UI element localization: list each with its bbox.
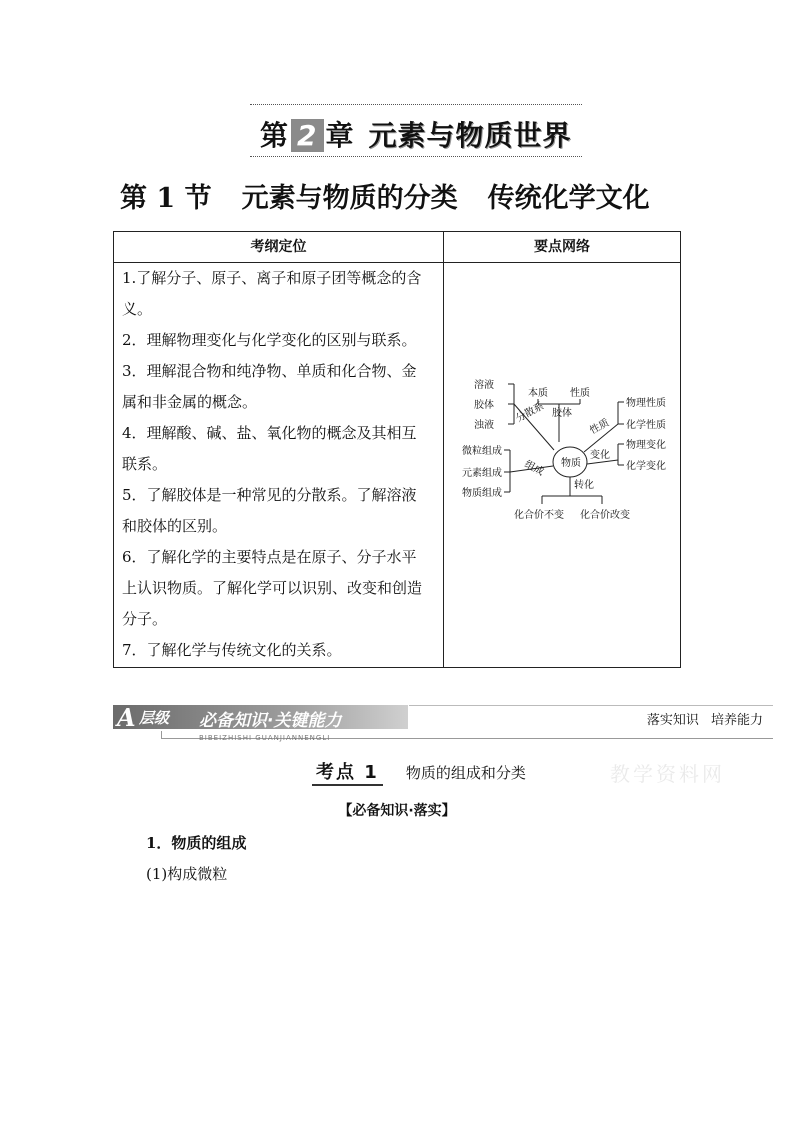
objective-line: 6．了解化学的主要特点是在原子、分子水平 [122,548,417,566]
concept-wulibianhua: 物理变化 [626,440,666,451]
chapter-name: 元素与物质世界 [368,119,572,152]
section-title-2: 传统化学文化 [487,183,650,214]
objective-line: 和胶体的区别。 [122,517,228,535]
chapter-prefix: 第 [260,119,290,152]
concept-xingzhi: 性质 [570,388,590,399]
level-bar [113,703,408,732]
level-banner [113,705,773,745]
section-label: 第 1 节 [120,183,212,214]
concept-bubian: 化合价不变 [514,510,564,521]
concept-huaxuexingzhi: 化学性质 [626,420,666,431]
objective-line: 属和非金属的概念。 [122,393,258,411]
concept-rongye: 溶液 [474,380,494,391]
concept-zhuanhua: 转化 [574,480,594,491]
concept-center: 物质 [561,458,581,469]
objectives-column [114,232,444,667]
paragraph-subheading: (1)构成微粒 [146,865,228,883]
objective-line: 3．理解混合物和纯净物、单质和化合物、金 [122,362,417,380]
level-letter: A [117,703,136,732]
chapter-header [250,104,582,160]
dotted-rule-bottom [250,156,582,157]
dotted-rule-top [250,104,582,105]
concept-jiaoti: 胶体 [474,400,494,411]
concept-xingzhi2: 性质 [588,417,612,437]
kaodian-heading [312,758,526,786]
concept-bianhua: 变化 [590,450,610,461]
section-title [120,176,680,215]
concept-weili: 微粒组成 [462,446,502,457]
concept-map [452,372,682,542]
objective-line: 分子。 [122,610,168,628]
section-title-1: 元素与物质的分类 [241,183,458,214]
header-objectives: 考纲定位 [114,232,443,263]
concept-wuzhi: 物质组成 [462,488,502,499]
objective-line: 7．了解化学与传统文化的关系。 [122,641,342,659]
chapter-number: 2 [291,119,323,152]
concept-zucheng: 组成 [522,458,546,479]
level-pinyin: BIBEIZHISHI GUANJIANNENGLI [199,734,331,742]
concept-fensanxi: 分散系 [514,400,546,425]
concept-wulixingzhi: 物理性质 [626,398,666,409]
level-name: 必备知识·关键能力 [199,711,342,731]
objective-line: 4．理解酸、碱、盐、氧化物的概念及其相互 [122,424,417,442]
concept-gaibian: 化合价改变 [580,510,630,521]
paragraph-heading: 1．物质的组成 [146,834,247,852]
concept-yuansu: 元素组成 [462,468,502,479]
concept-huaxuebianhua: 化学变化 [626,461,666,472]
network-column [444,232,680,667]
chapter-suffix: 章 [325,119,355,152]
objective-line: 5．了解胶体是一种常见的分散系。了解溶液 [122,486,417,504]
concept-benzhi: 本质 [528,388,548,399]
outline-table [113,231,681,668]
objective-line: 上认识物质。了解化学可以识别、改变和创造 [122,579,423,597]
concept-zhuoye: 浊液 [474,420,494,431]
objectives-list [114,263,443,666]
chapter-title [260,114,572,154]
banner-rule [409,705,773,706]
objective-line: 1.了解分子、原子、离子和原子团等概念的含 [122,269,422,287]
objective-line: 2．理解物理变化与化学变化的区别与联系。 [122,331,417,349]
objective-line: 义。 [122,300,153,318]
kaodian-title: 物质的组成和分类 [405,764,526,782]
concept-jiaoti2: 胶体 [552,408,572,419]
objective-line: 联系。 [122,455,168,473]
kaodian-tag: 考点 1 [312,758,383,786]
concept-map-svg [452,372,682,542]
level-motto: 落实知识 培养能力 [646,713,763,728]
header-network: 要点网络 [444,232,680,263]
watermark: 教学资料网 [610,762,725,786]
level-tier: 层级 [139,709,170,727]
subheading: 【必备知识·落实】 [338,803,456,819]
